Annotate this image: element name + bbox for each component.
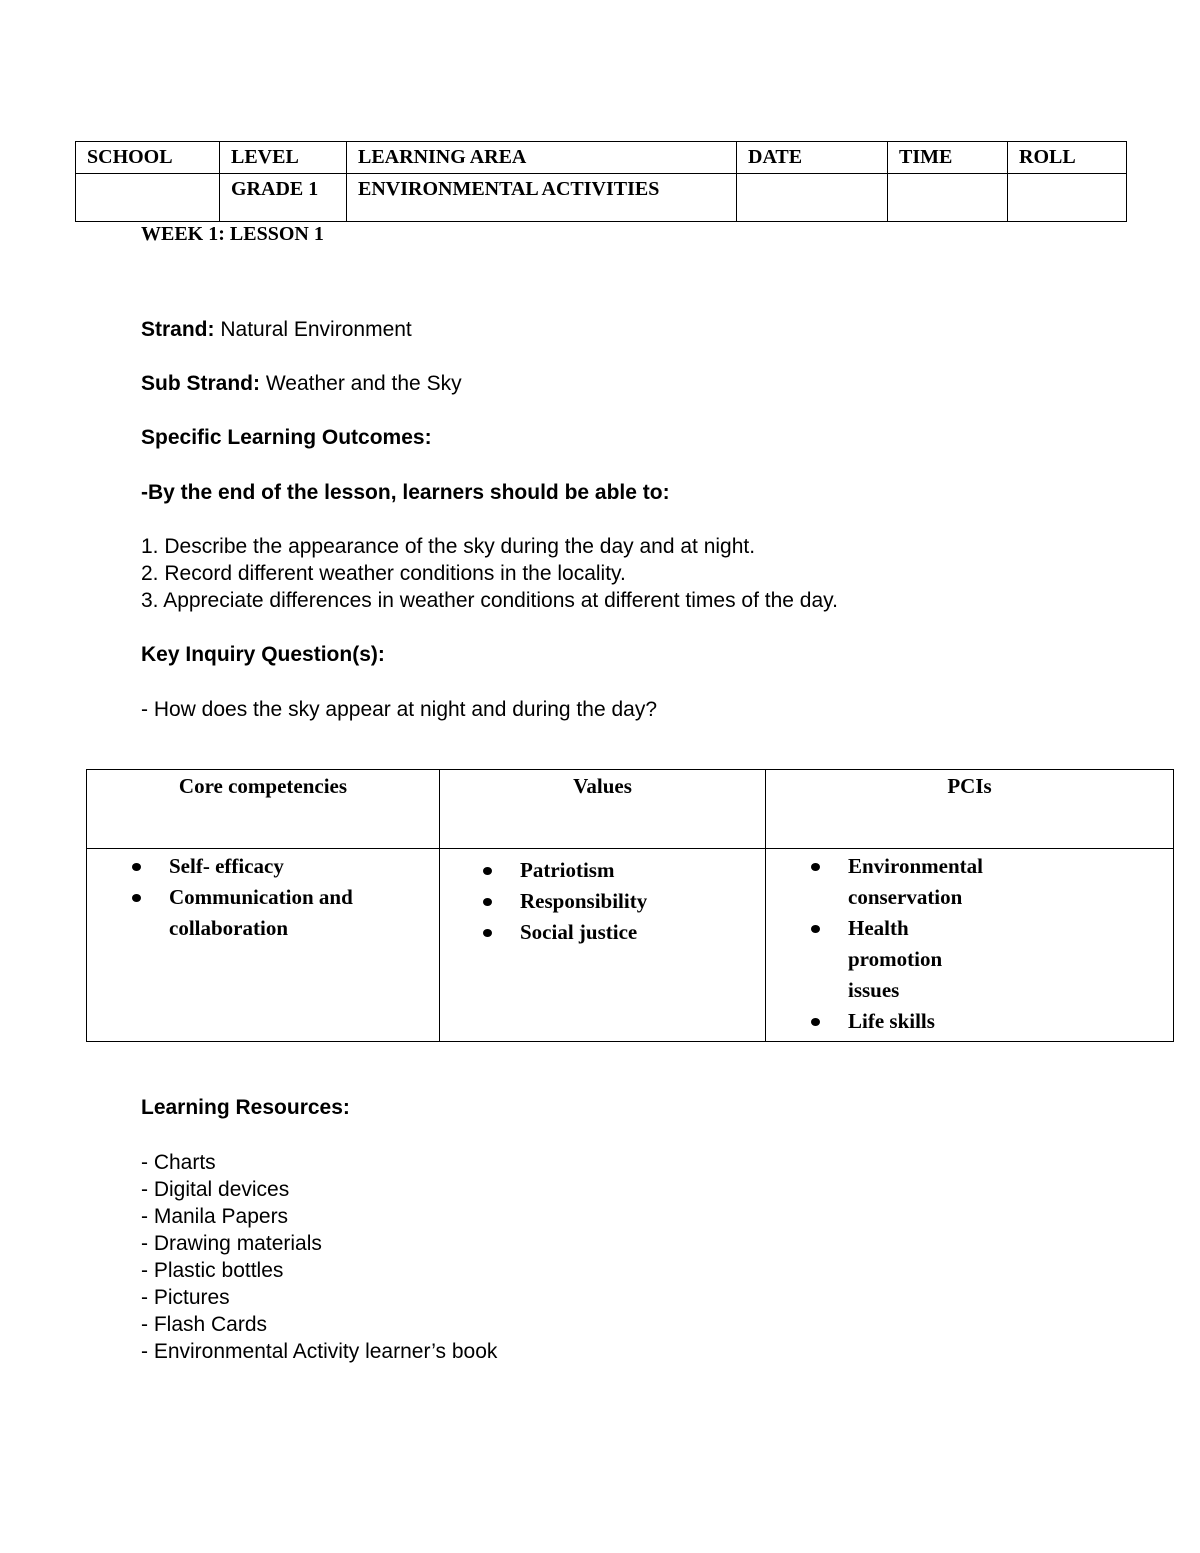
header-time-value [888, 174, 1008, 222]
header-roll-label: ROLL [1008, 142, 1127, 174]
outcome-item: 1. Describe the appearance of the sky during the day and at night. [141, 535, 756, 558]
list-item: - Charts [141, 1151, 216, 1174]
resources-list [141, 1149, 497, 1365]
competencies-header-row [87, 770, 1174, 849]
header-roll-value [1008, 174, 1127, 222]
outcomes-heading: Specific Learning Outcomes: [141, 426, 432, 449]
bullet-icon [483, 898, 492, 906]
value-text: Responsibility [520, 889, 648, 913]
list-item [520, 855, 765, 886]
lesson-header-table [75, 141, 1127, 222]
competencies-table [86, 769, 1174, 1042]
list-item [848, 913, 968, 1006]
header-school-value [76, 174, 220, 222]
header-level-label: LEVEL [220, 142, 347, 174]
header-learning-area-value: ENVIRONMENTAL ACTIVITIES [347, 174, 737, 222]
list-item: - Flash Cards [141, 1313, 268, 1336]
bullet-icon [483, 867, 492, 875]
bullet-icon [132, 863, 141, 871]
values-header: Values [440, 770, 766, 849]
inquiry-heading: Key Inquiry Question(s): [141, 643, 385, 666]
bullet-icon [811, 1018, 820, 1026]
core-competencies-header: Core competencies [87, 770, 440, 849]
outcomes-intro: -By the end of the lesson, learners should be able to: [141, 481, 670, 504]
value-text: Social justice [520, 920, 638, 944]
sub-strand-value: Weather and the Sky [265, 372, 462, 395]
pcis-cell [766, 849, 1174, 1042]
list-item: - Manila Papers [141, 1205, 289, 1228]
list-item [520, 886, 765, 917]
bullet-icon [483, 929, 492, 937]
core-competency-text: Self- efficacy [169, 854, 284, 878]
sub-strand-label: Sub Strand: [141, 372, 260, 395]
pcis-header: PCIs [766, 770, 1174, 849]
outcomes-list [141, 533, 838, 614]
core-competencies-cell [87, 849, 440, 1042]
resources-heading: Learning Resources: [141, 1096, 350, 1119]
list-item [169, 882, 384, 944]
list-item: - Environmental Activity learner’s book [141, 1340, 498, 1363]
header-learning-area-label: LEARNING AREA [347, 142, 737, 174]
strand-value: Natural Environment [220, 318, 412, 341]
values-cell [440, 849, 766, 1042]
core-competency-text: Communication and collaboration [169, 885, 353, 940]
list-item [169, 851, 439, 882]
header-values-row [76, 174, 1127, 222]
list-item: - Plastic bottles [141, 1259, 284, 1282]
list-item: - Drawing materials [141, 1232, 322, 1255]
bullet-icon [811, 863, 820, 871]
pci-text: Environmental conservation [848, 854, 983, 909]
list-item [520, 917, 765, 948]
bullet-icon [811, 925, 820, 933]
header-date-label: DATE [737, 142, 888, 174]
outcome-item: 2. Record different weather conditions in the locality. [141, 562, 626, 585]
header-school-label: SCHOOL [76, 142, 220, 174]
value-text: Patriotism [520, 858, 615, 882]
strand-line [141, 316, 412, 343]
strand-label: Strand: [141, 318, 215, 341]
competencies-content-row [87, 849, 1174, 1042]
header-date-value [737, 174, 888, 222]
sub-strand-line [141, 370, 462, 397]
week-lesson-title: WEEK 1: LESSON 1 [141, 223, 324, 245]
list-item: - Pictures [141, 1286, 230, 1309]
pci-text: Health promotion issues [848, 916, 943, 1002]
inquiry-question: - How does the sky appear at night and during the day? [141, 698, 657, 721]
list-item [848, 1006, 1038, 1037]
list-item [848, 851, 1008, 913]
header-labels-row [76, 142, 1127, 174]
outcome-item: 3. Appreciate differences in weather conditions at different times of the day. [141, 589, 838, 612]
header-level-value: GRADE 1 [220, 174, 347, 222]
bullet-icon [132, 894, 141, 902]
pci-text: Life skills [848, 1009, 935, 1033]
list-item: - Digital devices [141, 1178, 290, 1201]
header-time-label: TIME [888, 142, 1008, 174]
